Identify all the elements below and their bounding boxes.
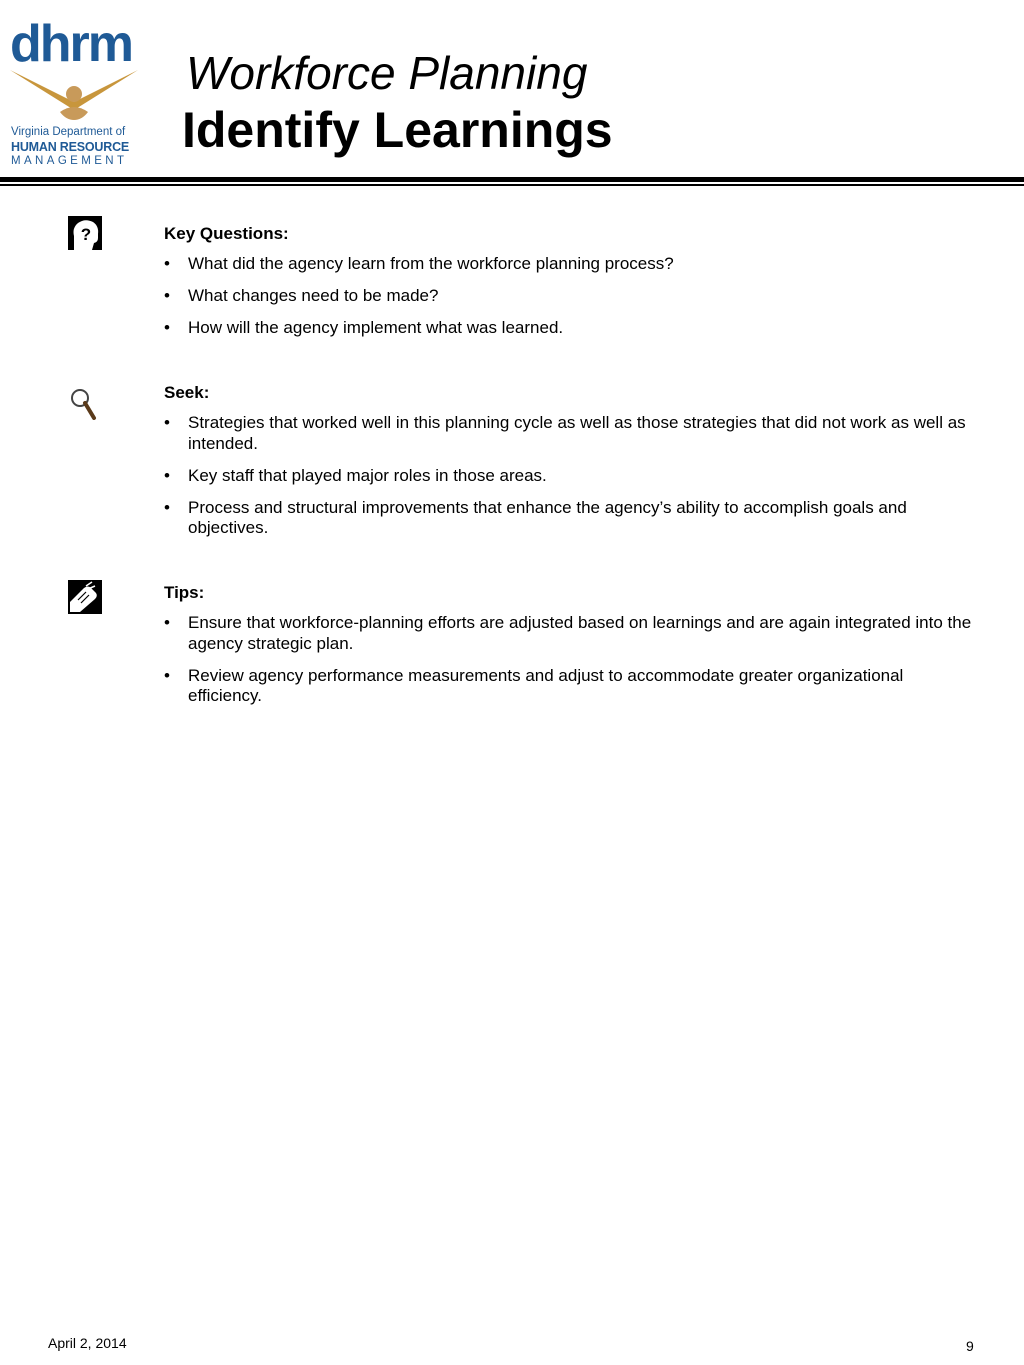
bullet-list <box>164 413 974 539</box>
magnifying-glass-icon <box>68 386 102 420</box>
logo-wordmark: dhrm <box>10 15 132 73</box>
bullet: • <box>164 413 170 432</box>
logo-line-department: Virginia Department of <box>11 126 126 138</box>
list-item <box>164 254 974 275</box>
dhrm-logo <box>8 15 140 173</box>
list-item <box>164 466 974 487</box>
section-heading: Seek: <box>164 383 210 402</box>
page-number: 9 <box>966 1338 974 1354</box>
bullet: • <box>164 286 170 305</box>
list-item <box>164 286 974 307</box>
list-item <box>164 413 974 454</box>
bullet: • <box>164 318 170 337</box>
list-item <box>164 666 974 707</box>
section-heading: Key Questions: <box>164 224 289 243</box>
header-divider-thick <box>0 177 1024 182</box>
bullet-list <box>164 613 974 707</box>
question-head-icon <box>68 216 102 250</box>
footer-date: April 2, 2014 <box>48 1335 127 1351</box>
list-item <box>164 613 974 654</box>
logo-figure-icon <box>8 66 140 130</box>
list-item-text: How will the agency implement what was learned. <box>188 318 564 337</box>
bullet: • <box>164 497 170 517</box>
list-item <box>164 318 974 339</box>
list-item-text: Review agency performance measurements and adjust to accommodate greater organizational efficiency. <box>188 665 904 705</box>
list-item-text: What did the agency learn from the workforce planning process? <box>188 254 674 273</box>
list-item-text: Ensure that workforce-planning efforts are adjusted based on learnings and are again integrated into the agency strategic plan. <box>188 613 972 653</box>
section-heading: Tips: <box>164 583 205 602</box>
bullet: • <box>164 465 170 485</box>
svg-text:?: ? <box>80 225 92 244</box>
bullet-list <box>164 254 974 339</box>
list-item-text: What changes need to be made? <box>188 286 439 305</box>
logo-line-management: MANAGEMENT <box>11 155 128 167</box>
list-item-text: Process and structural improvements that enhance the agency’s ability to accomplish goals and objectives. <box>188 497 907 537</box>
section-tips <box>164 583 974 718</box>
page-title: Identify Learnings <box>182 102 613 158</box>
page-subtitle: Workforce Planning <box>186 47 588 99</box>
section-seek <box>164 383 974 550</box>
bullet: • <box>164 665 170 685</box>
finger-string-icon <box>68 580 102 614</box>
header-divider-thin <box>0 184 1024 186</box>
section-key-questions <box>164 224 974 350</box>
list-item-text: Key staff that played major roles in those areas. <box>188 465 547 485</box>
logo-line-human-resource: HUMAN RESOURCE <box>11 140 130 154</box>
list-item <box>164 498 974 539</box>
list-item-text: Strategies that worked well in this planning cycle as well as those strategies that did not work as well as intended. <box>188 413 966 453</box>
bullet: • <box>164 254 170 273</box>
bullet: • <box>164 613 170 632</box>
